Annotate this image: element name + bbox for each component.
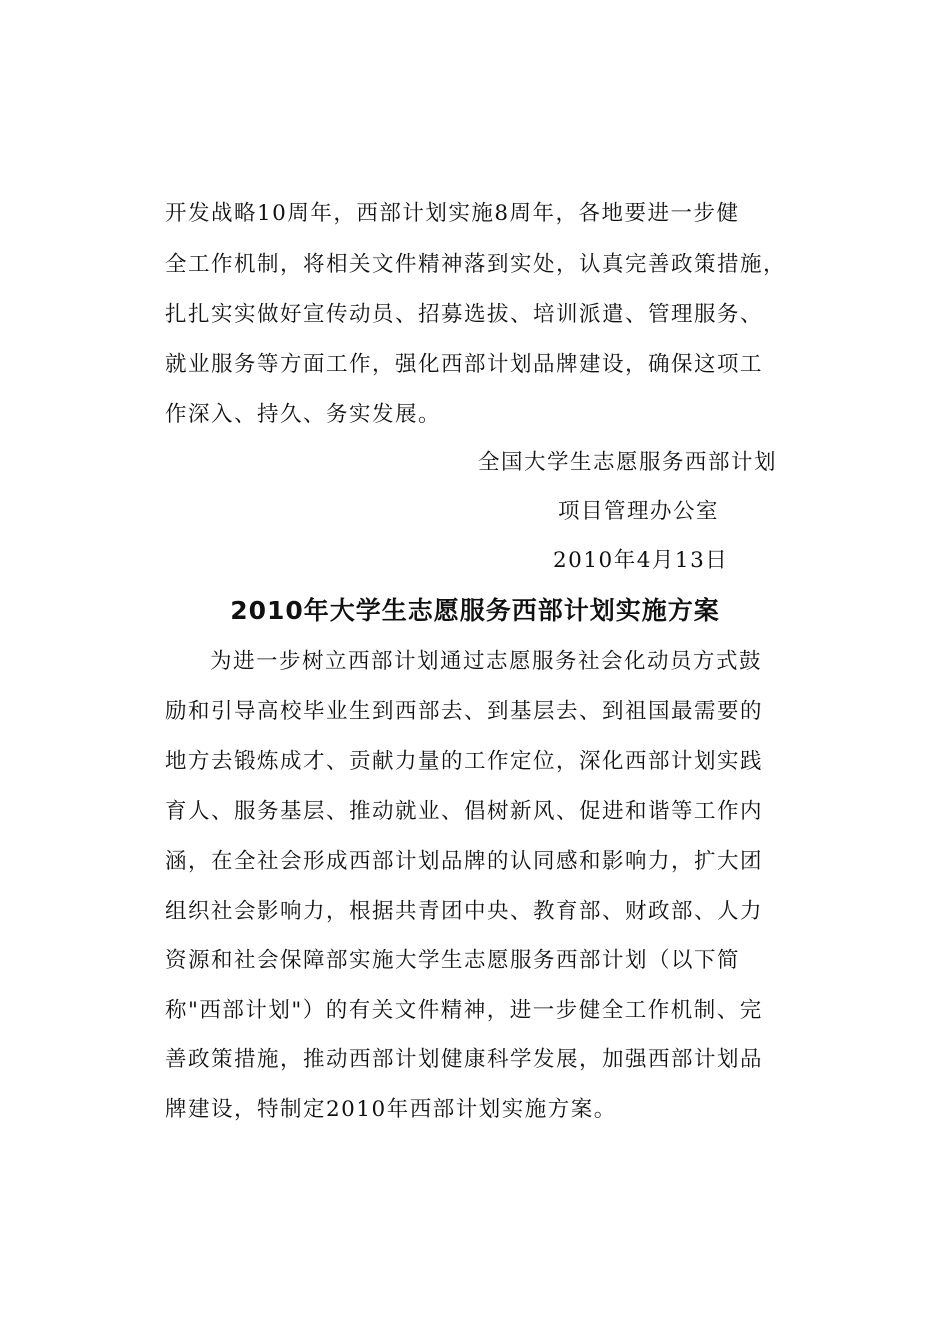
- paragraph-line: 资源和社会保障部实施大学生志愿服务西部计划（以下简: [165, 948, 741, 973]
- paragraph-line: 开发战略10周年，西部计划实施8周年，各地要进一步健: [165, 201, 740, 226]
- paragraph-line: 作深入、持久、务实发展。: [165, 402, 442, 427]
- section-title: 2010年大学生志愿服务西部计划实施方案: [230, 596, 720, 625]
- paragraph-line: 涵，在全社会形成西部计划品牌的认同感和影响力，扩大团: [165, 849, 764, 874]
- signature-office: 项目管理办公室: [558, 499, 720, 524]
- paragraph-line: 全工作机制，将相关文件精神落到实处，认真完善政策措施，: [165, 252, 787, 277]
- signature-organization: 全国大学生志愿服务西部计划: [478, 450, 778, 475]
- paragraph-line: 励和引导高校毕业生到西部去、到基层去、到祖国最需要的: [165, 699, 764, 724]
- paragraph-line: 育人、服务基层、推动就业、倡树新风、促进和谐等工作内: [165, 799, 764, 824]
- paragraph-line: 牌建设，特制定2010年西部计划实施方案。: [165, 1097, 617, 1122]
- paragraph-line: 扎扎实实做好宣传动员、招募选拔、培训派遣、管理服务、: [165, 302, 764, 327]
- paragraph-line: 就业服务等方面工作，强化西部计划品牌建设，确保这项工: [165, 352, 764, 377]
- paragraph-line: 善政策措施，推动西部计划健康科学发展，加强西部计划品: [165, 1047, 764, 1072]
- paragraph-line: 称"西部计划"）的有关文件精神，进一步健全工作机制、完: [165, 998, 763, 1023]
- paragraph-line: 地方去锻炼成才、贡献力量的工作定位，深化西部计划实践: [165, 749, 764, 774]
- paragraph-line: 为进一步树立西部计划通过志愿服务社会化动员方式鼓: [210, 649, 763, 674]
- paragraph-line: 组织社会影响力，根据共青团中央、教育部、财政部、人力: [165, 899, 764, 924]
- signature-date: 2010年4月13日: [553, 548, 729, 573]
